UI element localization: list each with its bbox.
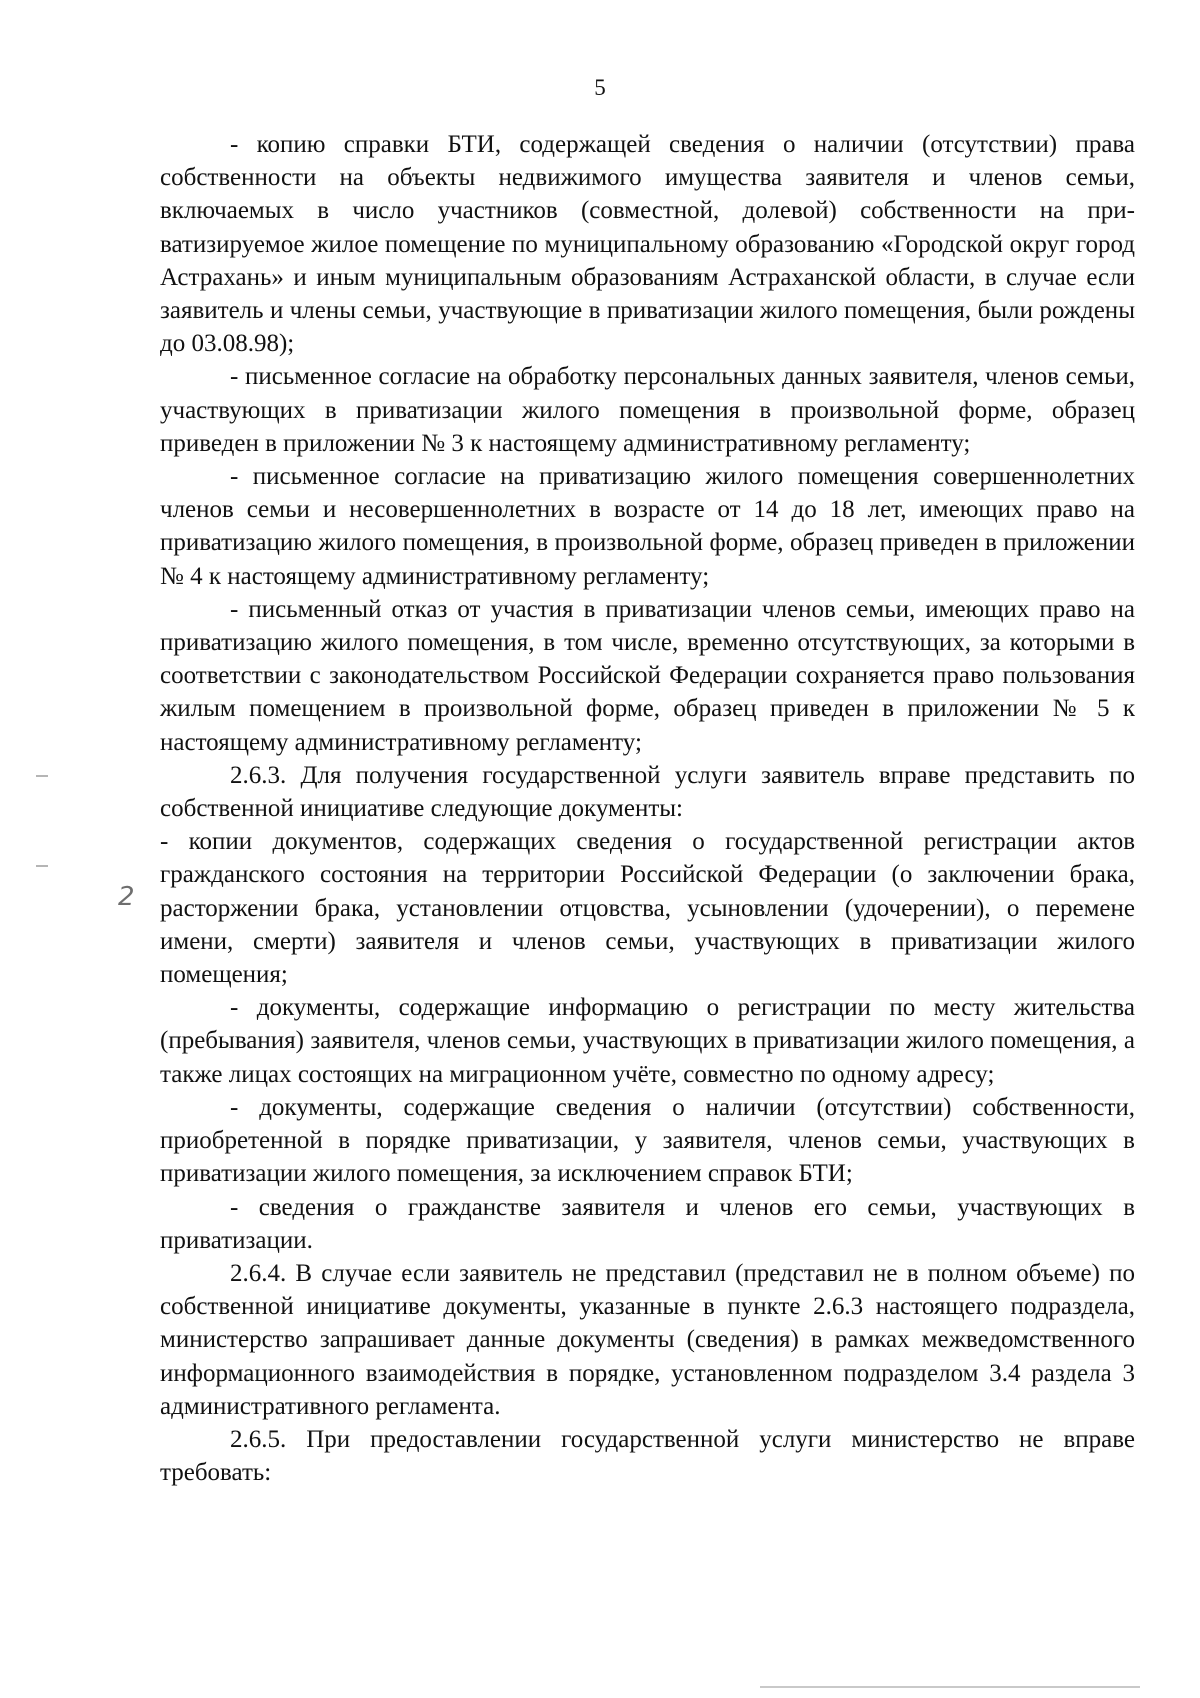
- paragraph-bti-certificate: - копию справки БТИ, содержащей сведения о наличии (отсутствии) права собственности на объекты недвижимого имущества заявителя и членов семьи, включаемых в число участников (совместной, долевой) собственности на приватизируемое жилое помещение по муниципальному образованию «Городской округ город Астрахань» и иным муниципальным образованиям Астраханской области, в случае если заявитель и члены семьи, участвующие в приватизации жилого помещения, были рождены до 03.08.98);: [160, 131, 1135, 358]
- paragraph-registration-documents: - документы, содержащие информацию о регистрации по месту жительства (пребывания) заявителя, членов семьи, участвующих в приватизации жилого помещения, а также лицах состоящих на миграционном учёте, совместно по одному адресу;: [160, 994, 1135, 1088]
- page-number: 5: [594, 75, 606, 100]
- document-body: [160, 128, 1135, 1489]
- paragraph-section-2-6-3: 2.6.3. Для получения государственной услуги заявитель вправе представить по собственной инициативе следующие документы:: [160, 761, 1135, 823]
- scan-edge-line: [760, 1686, 1140, 1688]
- paragraph-ownership-documents: - документы, содержащие сведения о наличии (отсутствии) собственности, приобретенной в порядке приватизации, у заявителя, членов семьи, участвующих в приватизации жилого помещения, за исключением справок БТИ;: [160, 1093, 1135, 1188]
- paragraph-citizenship-info: - сведения о гражданстве заявителя и членов его семьи, участвующих в приватизации.: [160, 1193, 1135, 1254]
- margin-dash-mark: [36, 775, 48, 777]
- paragraph-section-2-6-4: 2.6.4. В случае если заявитель не представил (представил не в полном объеме) по собственной инициативе документы, указанные в пункте 2.6.3 настоящего подраздела, министерство запрашивает данные документы (сведения) в рамках межведомственного информационного взаимодействия в порядке, установленном подразделом 3.4 раздела 3 административного регламента.: [160, 1259, 1135, 1420]
- paragraph-personal-data-consent: - письменное согласие на обработку персональных данных заявителя, членов семьи, участвующих в приватизации жилого помещения в произвольной форме, образец приведен в приложении № 3 к настоящему административному регламенту;: [160, 363, 1135, 457]
- margin-dash-mark: [36, 865, 48, 867]
- paragraph-section-2-6-5: 2.6.5. При предоставлении государственной услуги министерство не вправе требовать:: [160, 1425, 1135, 1487]
- handwritten-margin-note: 2: [118, 882, 135, 912]
- paragraph-privatization-consent: - письменное согласие на приватизацию жилого помещения совершеннолетних членов семьи и несовершеннолетних в возрасте от 14 до 18 лет, имеющих право на приватизацию жилого помещения, в произвольной форме, образец приведен в приложении № 4 к настоящему административному регламенту;: [160, 463, 1135, 590]
- paragraph-civil-status-copies: - копии документов, содержащих сведения о государственной регистрации актов гражданского состояния на территории Российской Федерации (о заключении брака, расторжении брака, установлении отцовства, усыновлении (удочерении), о перемене имени, смерти) заявителя и членов семьи, участвующих в приватизации жилого помещения;: [160, 828, 1135, 989]
- paragraph-written-refusal: - письменный отказ от участия в приватизации членов семьи, имеющих право на приватизацию жилого помещения, в том числе, временно отсутствующих, за которыми в соответствии с законодательством Российской Федерации сохраняется право пользования жилым помещением в произвольной форме, образец приведен в приложении № 5 к настоящему административному регламенту;: [160, 595, 1135, 756]
